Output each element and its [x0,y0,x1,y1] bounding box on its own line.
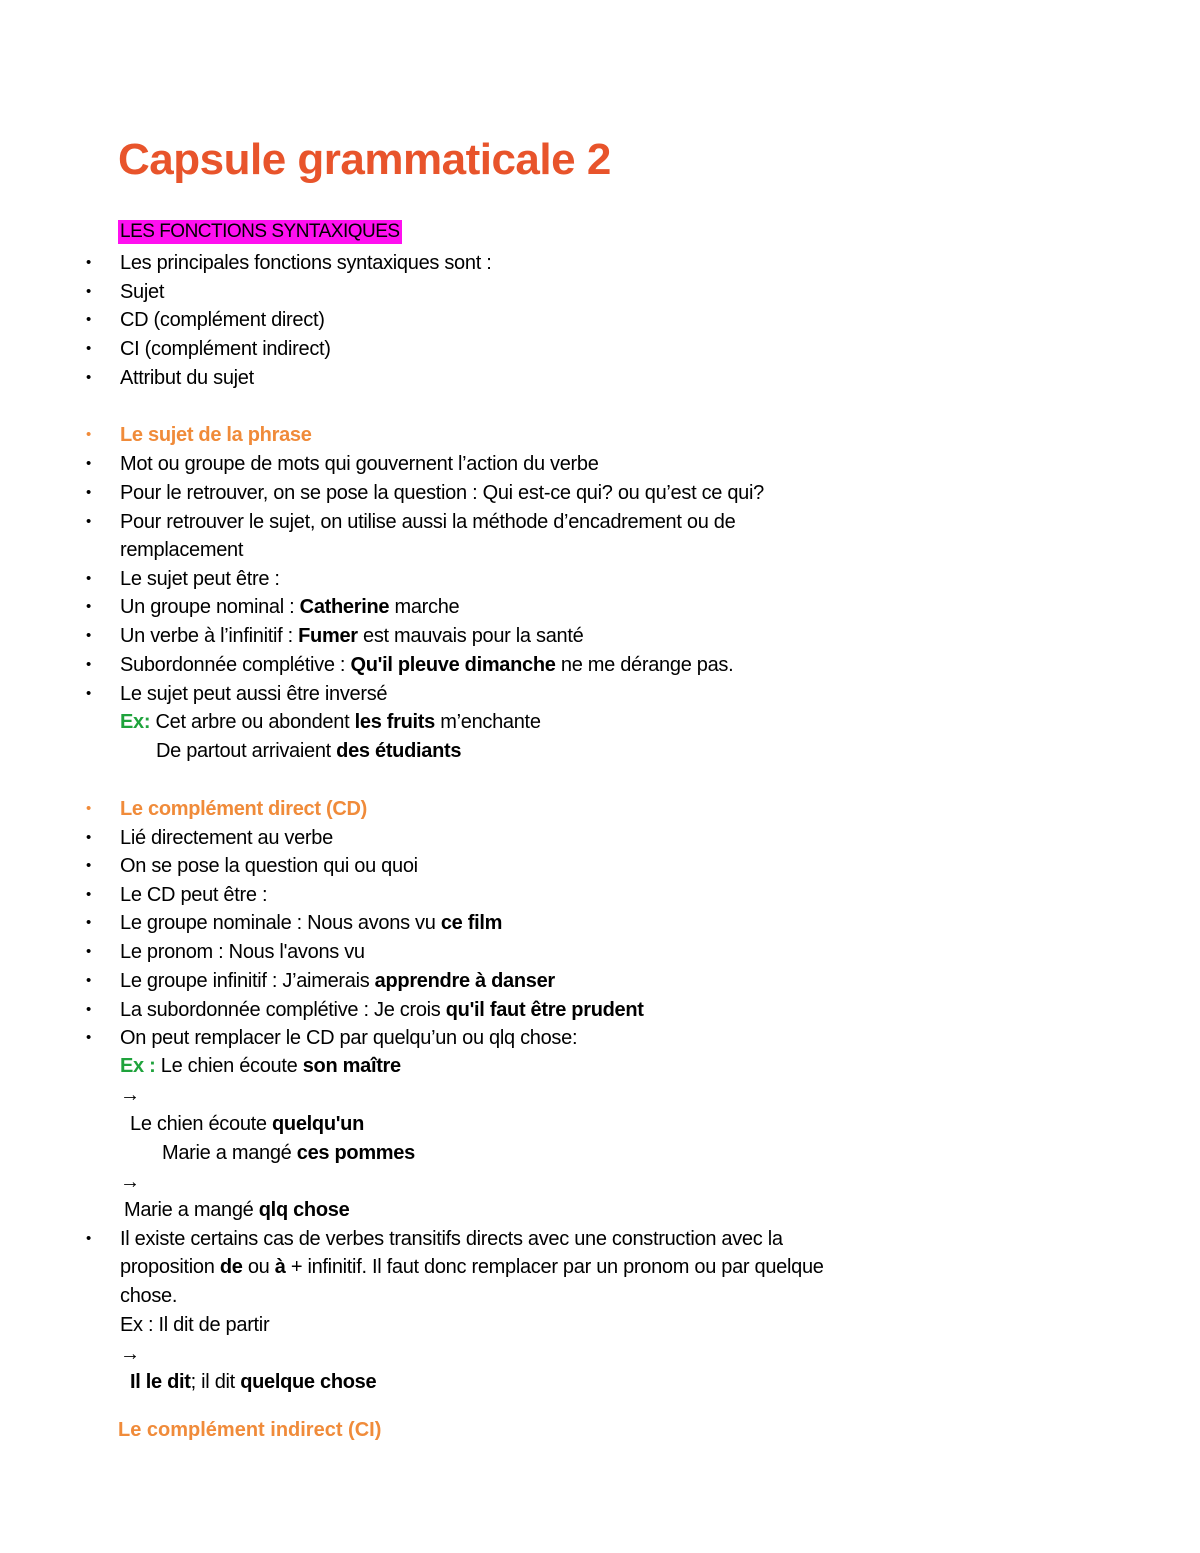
section-heading-highlighted: LES FONCTIONS SYNTAXIQUES [120,221,400,242]
bullet-icon: • [86,598,91,615]
bullet-icon: • [86,800,91,817]
bullet-icon: • [86,943,91,960]
document-title: Capsule grammaticale 2 [118,135,611,184]
bullet-icon: • [86,369,91,386]
bullet-icon: • [86,829,91,846]
bullet-icon: • [86,1001,91,1018]
bullet-icon: • [86,656,91,673]
example-label: Ex : [120,1055,156,1077]
bullet-icon: • [86,340,91,357]
bullet-icon: • [86,685,91,702]
next-section-heading-cut: Le complément indirect (CI) [118,1419,382,1441]
bullet-icon: • [86,1230,91,1247]
bullet-icon: • [86,972,91,989]
bullet-icon: • [86,886,91,903]
bullet-icon: • [86,914,91,931]
bullet-icon: • [86,283,91,300]
example-label: Ex: [120,711,151,733]
bullet-icon: • [86,426,91,443]
bullet-icon: • [86,254,91,271]
bullet-icon: • [86,1029,91,1046]
bullet-icon: • [86,513,91,530]
bullet-icon: • [86,857,91,874]
document-page: Capsule grammaticale 2 LES FONCTIONS SYNTAXIQUES • Les principales fonctions syntaxiques sont : • Sujet • CD (complément direct) • CI (complément indirect) • Attribut du sujet • Le sujet de la phrase • Mot ou groupe de mots qui gouvernent l’action du verbe • Pour le retrouver, on se pose la question : Qui est-ce qui? ou qu’est ce qui? • Pour retrouver le sujet, on utilise aussi la méthode d’encadrement ou de remplacement • Le sujet peut être : • Un groupe nominal : Catherine marche • Un verbe à l’infinitif : Fumer est mauvais pour la santé • Subordonnée complétive : Qu'il pleuve dimanche ne me dérange pas. • Le sujet peut aussi être inversé Ex: Cet arbre ou abondent les fruits m’enchante De partout arrivaient des étudiants • Le complément direct (CD) • Lié directement au verbe • On se pose la question qui ou quoi • Le CD peut être : • Le groupe nominale : Nous avons vu ce film • Le pronom : Nous l'avons vu • Le groupe infinitif : J’aimerais apprendre à danser • La subordonnée complétive : Je crois qu'il faut être prudent • On peut remplacer le CD par quelqu’un ou qlq chose: Ex : Le chien écoute son maître → Le chien écoute quelqu'un Marie a mangé ces pommes → Marie a mangé qlq chose • Il existe certains cas de verbes transitifs directs avec une construction avec la proposition de ou à + infinitif. Il faut donc remplacer par un pronom ou par quelque chose. Ex : Il dit de partir → Il le dit; il dit quelque chose Le complément indirect (CI) [0,0,1200,1553]
bullet-icon: • [86,570,91,587]
bullet-icon: • [86,484,91,501]
bullet-icon: • [86,455,91,472]
bullet-icon: • [86,311,91,328]
bullet-icon: • [86,627,91,644]
